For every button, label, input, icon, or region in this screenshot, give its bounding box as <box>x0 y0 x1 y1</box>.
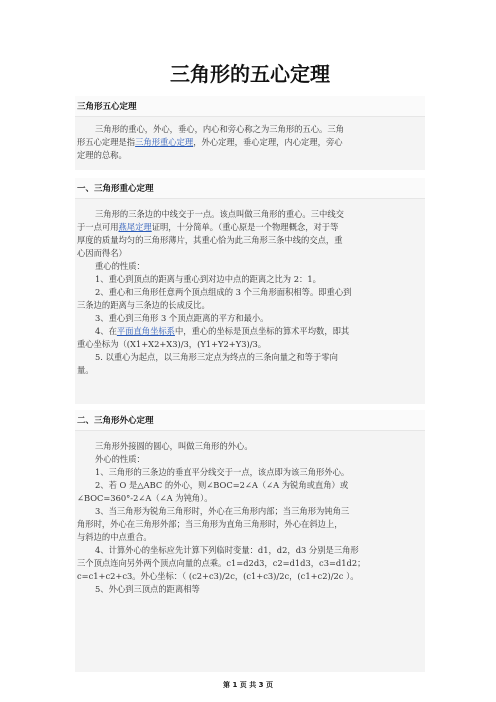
text-line: 三角形外接圆的圆心，叫做三角形的外心。 <box>95 441 253 451</box>
text-line: 形五心定理是指三角形重心定理，外心定理，垂心定理，内心定理，旁心 <box>77 137 343 147</box>
text-line: 4、计算外心的坐标应先计算下列临时变量：d1，d2，d3 分别是三角形 <box>95 545 359 555</box>
text-line: c=c1+c2+c3。外心坐标：（ (c2+c3)/2c，(c1+c3)/2c，(c1+c2)/2c ）。 <box>77 571 359 581</box>
text-line: 厚度的质量均匀的三角形薄片，其重心恰为此三角形三条中线的交点，重 <box>77 235 343 245</box>
text-line: 5. 以重心为起点，以三角形三定点为终点的三条向量之和等于零向 <box>95 352 338 362</box>
page-number-footer: 第 1 页 共 3 页 <box>223 681 273 689</box>
text-line: 2、重心和三角形任意两个顶点组成的 3 个三角形面积相等。即重心到 <box>95 287 352 297</box>
section-heading: 一、三角形重心定理 <box>75 178 425 199</box>
link-swallowtail-theorem[interactable]: 燕尾定理 <box>118 222 152 232</box>
section-heading: 二、三角形外心定理 <box>75 410 425 431</box>
text-line: 三角形的三条边的中线交于一点。该点叫做三角形的重心。三中线交 <box>95 209 344 219</box>
section-heading: 三角形五心定理 <box>75 96 425 117</box>
text-line: 量。 <box>77 365 94 375</box>
text-line: ∠BOC=360°-2∠A（∠A 为钝角）。 <box>77 493 213 503</box>
section-intro <box>75 96 425 170</box>
text-line: 于一点可用燕尾定理证明，十分简单。（重心原是一个物理概念，对于等 <box>77 222 339 232</box>
text-line: 4、在平面直角坐标系中，重心的坐标是顶点坐标的算术平均数，即其 <box>95 326 350 336</box>
text-line: 心因而得名） <box>77 248 127 258</box>
text-line: 5、外心到三顶点的距离相等 <box>95 584 200 594</box>
text-line: 三角形的重心，外心，垂心，内心和旁心称之为三角形的五心。三角 <box>95 124 344 134</box>
link-cartesian-coordinate-system[interactable]: 平面直角坐标系 <box>116 326 175 336</box>
text-line: 2、若 O 是△ABC 的外心，则∠BOC=2∠A（∠A 为锐角或直角）或 <box>95 480 349 490</box>
text-line: 外心的性质： <box>95 454 145 464</box>
text-line: 1、三角形的三条边的垂直平分线交于一点，该点即为该三角形外心。 <box>95 467 350 477</box>
text-line: 三个顶点连向另外两个顶点向量的点乘。c1=d2d3，c2=d1d3，c3=d1d2； <box>77 558 366 568</box>
section-centroid <box>75 178 425 404</box>
text-line: 角形时，外心在三角形外部；当三角形为直角三角形时，外心在斜边上， <box>77 519 343 529</box>
text-line: 3、重心到三角形 3 个顶点距离的平方和最小。 <box>95 313 269 323</box>
link-triangle-centroid-theorem[interactable]: 三角形重心定理 <box>135 137 194 147</box>
text-line: 重心坐标为（(X1+X2+X3)/3，(Y1+Y2+Y3)/3。 <box>77 339 267 349</box>
text-line: 重心的性质： <box>95 261 145 271</box>
document-title: 三角形的五心定理 <box>170 62 330 86</box>
text-line: 3、当三角形为锐角三角形时，外心在三角形内部；当三角形为钝角三 <box>95 506 350 516</box>
section-circumcenter <box>75 410 425 672</box>
text-line: 与斜边的中点重合。 <box>77 532 152 542</box>
text-line: 1、重心到顶点的距离与重心到对边中点的距离之比为 2：1。 <box>95 274 321 284</box>
text-line: 三条边的距离与三条边的长成反比。 <box>77 300 210 310</box>
text-line: 定理的总称。 <box>77 150 127 160</box>
